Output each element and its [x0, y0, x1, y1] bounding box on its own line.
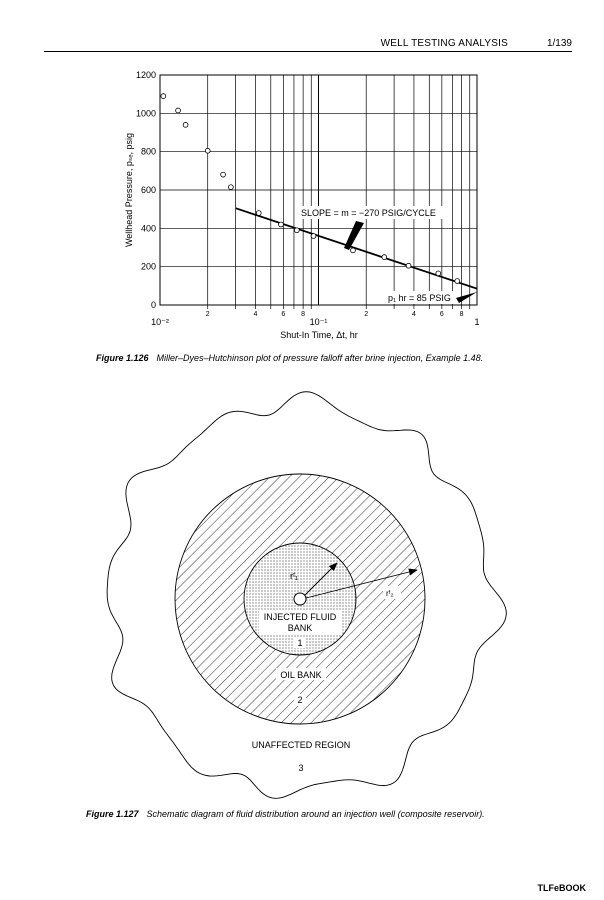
x-minor-tick-label: 6: [281, 311, 286, 318]
x-major-tick-label: 10⁻¹: [309, 317, 328, 327]
caption-label: Figure 1.126: [96, 353, 149, 363]
p1hr-annotation: p₁ hr = 85 PSIG: [388, 293, 451, 303]
fit-line: [236, 208, 477, 288]
data-point: [176, 108, 181, 113]
figure-1-126: [0, 60, 604, 350]
caption-text: Schematic diagram of fluid distribution around an injection well (composite reservoir).: [146, 809, 485, 819]
page-number: 1/139: [546, 38, 572, 49]
x-major-tick-label: 1: [474, 317, 480, 327]
y-tick-label: 200: [140, 261, 156, 272]
y-tick-label: 600: [140, 185, 156, 195]
data-point: [205, 148, 210, 153]
injected-fluid-label-line2: BANK: [287, 623, 313, 633]
slope-arrow: [344, 221, 364, 250]
data-point: [406, 263, 411, 268]
data-point: [228, 185, 233, 190]
y-tick-label: 1000: [135, 108, 156, 119]
y-axis-ticks: [136, 70, 156, 310]
data-point: [436, 271, 441, 276]
x-minor-tick-label: 2: [364, 311, 369, 318]
oil-bank-label: OIL BANK: [280, 670, 322, 680]
running-title: WELL TESTING ANALYSIS: [380, 38, 508, 49]
data-point: [161, 94, 166, 99]
data-point: [382, 255, 387, 260]
data-points: [161, 94, 460, 284]
rf2-label: rᶠ₂: [386, 589, 394, 598]
page-header: [0, 0, 604, 60]
figure-1-126-caption: [96, 353, 483, 363]
x-minor-tick-label: 2: [205, 311, 210, 318]
injection-well: [294, 593, 306, 605]
data-point: [351, 248, 356, 253]
x-minor-tick-label: 6: [439, 311, 444, 318]
caption-text: Miller–Dyes–Hutchinson plot of pressure falloff after brine injection, Example 1.48.: [156, 353, 484, 363]
y-axis-label: Wellhead Pressure, pₛₑ, psig: [124, 132, 134, 248]
region-1-label: 1: [297, 638, 303, 648]
data-point: [279, 222, 284, 227]
x-minor-tick-label: 8: [301, 311, 306, 318]
data-point: [311, 234, 316, 239]
x-minor-tick-label: 4: [411, 311, 416, 318]
data-point: [294, 228, 299, 233]
data-point: [221, 172, 226, 177]
grid: [160, 75, 477, 305]
slope-annotation: SLOPE = m = −270 PSIG/CYCLE: [301, 208, 436, 218]
p1hr-arrow: [456, 292, 477, 303]
header-rule: [44, 51, 572, 52]
region-2-label: 2: [297, 695, 303, 705]
data-point: [256, 211, 261, 216]
mdh-plot: [0, 60, 604, 350]
x-minor-tick-label: 8: [459, 311, 464, 318]
composite-reservoir-diagram: [0, 380, 604, 800]
caption-label: Figure 1.127: [86, 809, 139, 819]
region-3-label: 3: [298, 763, 304, 773]
y-tick-label: 400: [140, 223, 156, 234]
rf1-label: rᶠ₁: [290, 571, 299, 581]
injected-fluid-label-line1: INJECTED FLUID: [263, 612, 337, 622]
data-point: [455, 279, 460, 284]
unaffected-region-label: UNAFFECTED REGION: [251, 740, 351, 750]
x-major-tick-label: 10⁻²: [151, 317, 169, 327]
x-axis-ticks: [151, 305, 479, 327]
footer-watermark: TLFeBOOK: [537, 883, 586, 893]
data-point: [183, 122, 188, 127]
x-axis-label: Shut-In Time, Δt, hr: [280, 330, 358, 340]
y-tick-label: 1200: [135, 70, 156, 80]
y-tick-label: 800: [140, 146, 156, 157]
figure-1-127-caption: [86, 809, 485, 819]
x-minor-tick-label: 4: [253, 311, 258, 318]
y-tick-label: 0: [150, 300, 156, 310]
figure-1-127: [0, 380, 604, 800]
